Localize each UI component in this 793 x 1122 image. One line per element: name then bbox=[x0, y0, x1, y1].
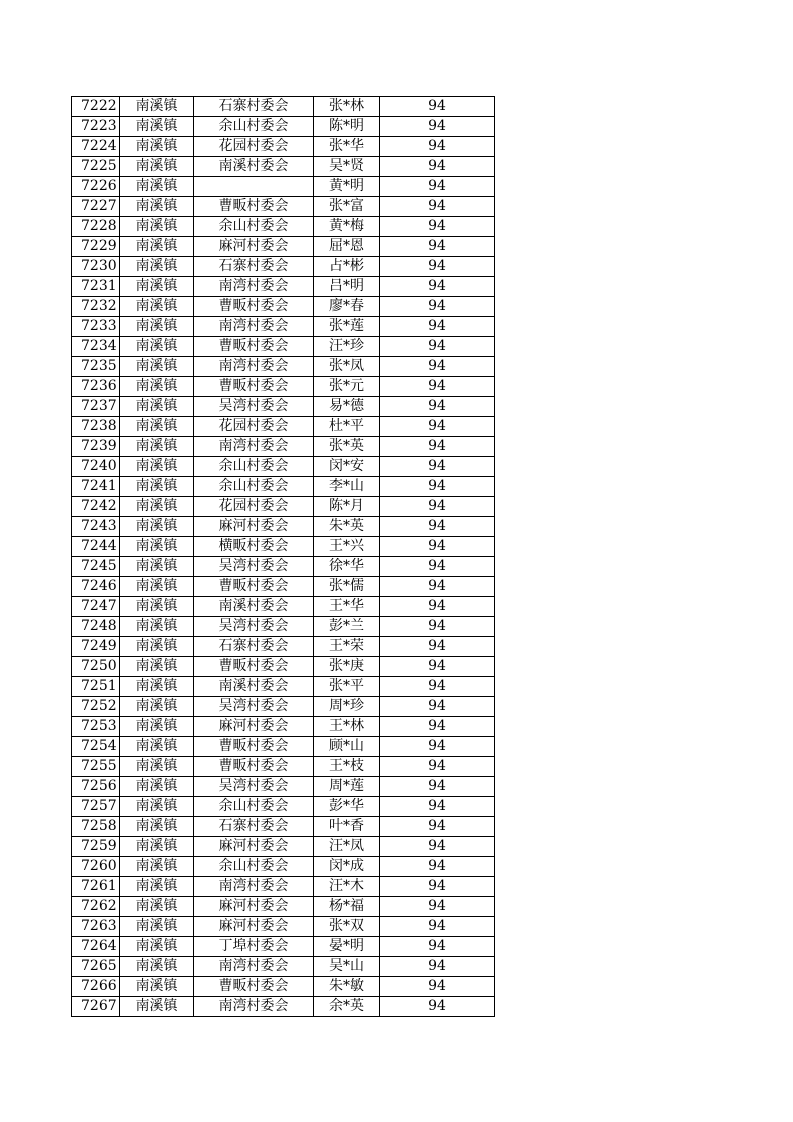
village-committee-cell: 吴湾村委会 bbox=[194, 397, 314, 417]
serial-number-cell: 7250 bbox=[72, 657, 120, 677]
village-committee-cell: 丁埠村委会 bbox=[194, 937, 314, 957]
name-cell: 陈*明 bbox=[314, 117, 380, 137]
town-cell: 南溪镇 bbox=[120, 577, 194, 597]
serial-number-cell: 7254 bbox=[72, 737, 120, 757]
score-cell: 94 bbox=[380, 437, 495, 457]
table-row bbox=[72, 557, 495, 577]
town-cell: 南溪镇 bbox=[120, 437, 194, 457]
score-cell: 94 bbox=[380, 837, 495, 857]
name-cell: 张*华 bbox=[314, 137, 380, 157]
table-row bbox=[72, 997, 495, 1017]
score-cell: 94 bbox=[380, 637, 495, 657]
name-cell: 周*珍 bbox=[314, 697, 380, 717]
village-committee-cell: 麻河村委会 bbox=[194, 897, 314, 917]
serial-number-cell: 7222 bbox=[72, 97, 120, 117]
village-committee-cell: 南溪村委会 bbox=[194, 597, 314, 617]
town-cell: 南溪镇 bbox=[120, 777, 194, 797]
town-cell: 南溪镇 bbox=[120, 397, 194, 417]
serial-number-cell: 7229 bbox=[72, 237, 120, 257]
town-cell: 南溪镇 bbox=[120, 897, 194, 917]
serial-number-cell: 7242 bbox=[72, 497, 120, 517]
score-cell: 94 bbox=[380, 957, 495, 977]
town-cell: 南溪镇 bbox=[120, 97, 194, 117]
table-row bbox=[72, 217, 495, 237]
table-row bbox=[72, 457, 495, 477]
score-cell: 94 bbox=[380, 517, 495, 537]
village-committee-cell: 南湾村委会 bbox=[194, 957, 314, 977]
village-committee-cell: 南湾村委会 bbox=[194, 277, 314, 297]
score-cell: 94 bbox=[380, 97, 495, 117]
serial-number-cell: 7256 bbox=[72, 777, 120, 797]
village-committee-cell: 曹畈村委会 bbox=[194, 337, 314, 357]
town-cell: 南溪镇 bbox=[120, 857, 194, 877]
score-cell: 94 bbox=[380, 117, 495, 137]
name-cell: 吴*山 bbox=[314, 957, 380, 977]
score-cell: 94 bbox=[380, 137, 495, 157]
name-cell: 周*莲 bbox=[314, 777, 380, 797]
table-row bbox=[72, 617, 495, 637]
name-cell: 彭*华 bbox=[314, 797, 380, 817]
name-cell: 张*林 bbox=[314, 97, 380, 117]
name-cell: 张*凤 bbox=[314, 357, 380, 377]
score-cell: 94 bbox=[380, 577, 495, 597]
table-row bbox=[72, 837, 495, 857]
score-cell: 94 bbox=[380, 857, 495, 877]
town-cell: 南溪镇 bbox=[120, 877, 194, 897]
serial-number-cell: 7253 bbox=[72, 717, 120, 737]
score-cell: 94 bbox=[380, 197, 495, 217]
town-cell: 南溪镇 bbox=[120, 717, 194, 737]
town-cell: 南溪镇 bbox=[120, 217, 194, 237]
score-cell: 94 bbox=[380, 757, 495, 777]
serial-number-cell: 7267 bbox=[72, 997, 120, 1017]
serial-number-cell: 7240 bbox=[72, 457, 120, 477]
town-cell: 南溪镇 bbox=[120, 357, 194, 377]
serial-number-cell: 7239 bbox=[72, 437, 120, 457]
serial-number-cell: 7249 bbox=[72, 637, 120, 657]
town-cell: 南溪镇 bbox=[120, 937, 194, 957]
score-cell: 94 bbox=[380, 657, 495, 677]
table-row bbox=[72, 797, 495, 817]
town-cell: 南溪镇 bbox=[120, 917, 194, 937]
village-committee-cell: 余山村委会 bbox=[194, 797, 314, 817]
town-cell: 南溪镇 bbox=[120, 817, 194, 837]
serial-number-cell: 7258 bbox=[72, 817, 120, 837]
serial-number-cell: 7255 bbox=[72, 757, 120, 777]
town-cell: 南溪镇 bbox=[120, 477, 194, 497]
village-committee-cell: 吴湾村委会 bbox=[194, 557, 314, 577]
name-cell: 张*庚 bbox=[314, 657, 380, 677]
score-cell: 94 bbox=[380, 997, 495, 1017]
serial-number-cell: 7262 bbox=[72, 897, 120, 917]
serial-number-cell: 7251 bbox=[72, 677, 120, 697]
town-cell: 南溪镇 bbox=[120, 497, 194, 517]
score-cell: 94 bbox=[380, 457, 495, 477]
serial-number-cell: 7243 bbox=[72, 517, 120, 537]
town-cell: 南溪镇 bbox=[120, 557, 194, 577]
name-cell: 汪*木 bbox=[314, 877, 380, 897]
town-cell: 南溪镇 bbox=[120, 537, 194, 557]
table-row bbox=[72, 857, 495, 877]
village-committee-cell: 麻河村委会 bbox=[194, 917, 314, 937]
serial-number-cell: 7247 bbox=[72, 597, 120, 617]
table-row bbox=[72, 777, 495, 797]
score-cell: 94 bbox=[380, 977, 495, 997]
name-cell: 张*英 bbox=[314, 437, 380, 457]
table-row bbox=[72, 697, 495, 717]
score-cell: 94 bbox=[380, 697, 495, 717]
town-cell: 南溪镇 bbox=[120, 417, 194, 437]
town-cell: 南溪镇 bbox=[120, 257, 194, 277]
name-cell: 汪*珍 bbox=[314, 337, 380, 357]
serial-number-cell: 7263 bbox=[72, 917, 120, 937]
village-committee-cell: 石寨村委会 bbox=[194, 97, 314, 117]
score-cell: 94 bbox=[380, 937, 495, 957]
score-cell: 94 bbox=[380, 597, 495, 617]
village-committee-cell: 曹畈村委会 bbox=[194, 657, 314, 677]
town-cell: 南溪镇 bbox=[120, 297, 194, 317]
table-row bbox=[72, 377, 495, 397]
name-cell: 王*荣 bbox=[314, 637, 380, 657]
town-cell: 南溪镇 bbox=[120, 637, 194, 657]
village-committee-cell: 曹畈村委会 bbox=[194, 577, 314, 597]
village-committee-cell: 南溪村委会 bbox=[194, 677, 314, 697]
name-cell: 李*山 bbox=[314, 477, 380, 497]
town-cell: 南溪镇 bbox=[120, 317, 194, 337]
village-committee-cell: 吴湾村委会 bbox=[194, 777, 314, 797]
score-cell: 94 bbox=[380, 277, 495, 297]
score-cell: 94 bbox=[380, 237, 495, 257]
table-row bbox=[72, 737, 495, 757]
serial-number-cell: 7265 bbox=[72, 957, 120, 977]
name-cell: 张*双 bbox=[314, 917, 380, 937]
score-cell: 94 bbox=[380, 177, 495, 197]
score-cell: 94 bbox=[380, 257, 495, 277]
serial-number-cell: 7245 bbox=[72, 557, 120, 577]
serial-number-cell: 7235 bbox=[72, 357, 120, 377]
village-committee-cell: 南湾村委会 bbox=[194, 317, 314, 337]
village-committee-cell: 南溪村委会 bbox=[194, 157, 314, 177]
village-committee-cell: 曹畈村委会 bbox=[194, 757, 314, 777]
serial-number-cell: 7227 bbox=[72, 197, 120, 217]
table-row bbox=[72, 477, 495, 497]
name-cell: 张*平 bbox=[314, 677, 380, 697]
score-cell: 94 bbox=[380, 157, 495, 177]
name-cell: 闵*安 bbox=[314, 457, 380, 477]
town-cell: 南溪镇 bbox=[120, 157, 194, 177]
data-table bbox=[71, 96, 495, 1017]
score-cell: 94 bbox=[380, 797, 495, 817]
name-cell: 王*兴 bbox=[314, 537, 380, 557]
serial-number-cell: 7241 bbox=[72, 477, 120, 497]
table-row bbox=[72, 177, 495, 197]
town-cell: 南溪镇 bbox=[120, 517, 194, 537]
serial-number-cell: 7252 bbox=[72, 697, 120, 717]
serial-number-cell: 7248 bbox=[72, 617, 120, 637]
village-committee-cell: 吴湾村委会 bbox=[194, 617, 314, 637]
village-committee-cell: 南湾村委会 bbox=[194, 357, 314, 377]
name-cell: 杜*平 bbox=[314, 417, 380, 437]
score-cell: 94 bbox=[380, 897, 495, 917]
serial-number-cell: 7266 bbox=[72, 977, 120, 997]
serial-number-cell: 7236 bbox=[72, 377, 120, 397]
score-cell: 94 bbox=[380, 617, 495, 637]
name-cell: 徐*华 bbox=[314, 557, 380, 577]
serial-number-cell: 7244 bbox=[72, 537, 120, 557]
table-row bbox=[72, 297, 495, 317]
serial-number-cell: 7257 bbox=[72, 797, 120, 817]
town-cell: 南溪镇 bbox=[120, 837, 194, 857]
score-cell: 94 bbox=[380, 537, 495, 557]
serial-number-cell: 7261 bbox=[72, 877, 120, 897]
town-cell: 南溪镇 bbox=[120, 757, 194, 777]
town-cell: 南溪镇 bbox=[120, 457, 194, 477]
name-cell: 朱*敏 bbox=[314, 977, 380, 997]
table-row bbox=[72, 917, 495, 937]
table-row bbox=[72, 517, 495, 537]
table-row bbox=[72, 677, 495, 697]
table-row bbox=[72, 137, 495, 157]
town-cell: 南溪镇 bbox=[120, 617, 194, 637]
table-row bbox=[72, 957, 495, 977]
table-row bbox=[72, 897, 495, 917]
table-row bbox=[72, 257, 495, 277]
serial-number-cell: 7260 bbox=[72, 857, 120, 877]
serial-number-cell: 7264 bbox=[72, 937, 120, 957]
name-cell: 廖*春 bbox=[314, 297, 380, 317]
table-row bbox=[72, 657, 495, 677]
serial-number-cell: 7233 bbox=[72, 317, 120, 337]
name-cell: 汪*凤 bbox=[314, 837, 380, 857]
town-cell: 南溪镇 bbox=[120, 117, 194, 137]
village-committee-cell: 花园村委会 bbox=[194, 497, 314, 517]
village-committee-cell: 曹畈村委会 bbox=[194, 297, 314, 317]
score-cell: 94 bbox=[380, 317, 495, 337]
village-committee-cell: 余山村委会 bbox=[194, 217, 314, 237]
name-cell: 吕*明 bbox=[314, 277, 380, 297]
name-cell: 王*林 bbox=[314, 717, 380, 737]
name-cell: 张*富 bbox=[314, 197, 380, 217]
table-row bbox=[72, 757, 495, 777]
serial-number-cell: 7237 bbox=[72, 397, 120, 417]
town-cell: 南溪镇 bbox=[120, 657, 194, 677]
table-row bbox=[72, 577, 495, 597]
name-cell: 张*莲 bbox=[314, 317, 380, 337]
town-cell: 南溪镇 bbox=[120, 797, 194, 817]
village-committee-cell: 横畈村委会 bbox=[194, 537, 314, 557]
name-cell: 朱*英 bbox=[314, 517, 380, 537]
score-cell: 94 bbox=[380, 297, 495, 317]
table-row bbox=[72, 937, 495, 957]
village-committee-cell: 曹畈村委会 bbox=[194, 737, 314, 757]
score-cell: 94 bbox=[380, 337, 495, 357]
village-committee-cell: 麻河村委会 bbox=[194, 517, 314, 537]
score-cell: 94 bbox=[380, 877, 495, 897]
score-cell: 94 bbox=[380, 917, 495, 937]
town-cell: 南溪镇 bbox=[120, 597, 194, 617]
name-cell: 屈*恩 bbox=[314, 237, 380, 257]
name-cell: 黄*梅 bbox=[314, 217, 380, 237]
name-cell: 顾*山 bbox=[314, 737, 380, 757]
village-committee-cell: 石寨村委会 bbox=[194, 257, 314, 277]
name-cell: 黄*明 bbox=[314, 177, 380, 197]
town-cell: 南溪镇 bbox=[120, 377, 194, 397]
table-row bbox=[72, 97, 495, 117]
town-cell: 南溪镇 bbox=[120, 737, 194, 757]
serial-number-cell: 7246 bbox=[72, 577, 120, 597]
table-body bbox=[72, 97, 495, 1017]
town-cell: 南溪镇 bbox=[120, 997, 194, 1017]
village-committee-cell: 余山村委会 bbox=[194, 477, 314, 497]
village-committee-cell: 花园村委会 bbox=[194, 137, 314, 157]
town-cell: 南溪镇 bbox=[120, 697, 194, 717]
serial-number-cell: 7224 bbox=[72, 137, 120, 157]
name-cell: 张*儒 bbox=[314, 577, 380, 597]
score-cell: 94 bbox=[380, 477, 495, 497]
table-row bbox=[72, 277, 495, 297]
table-row bbox=[72, 437, 495, 457]
table-row bbox=[72, 537, 495, 557]
table-row bbox=[72, 237, 495, 257]
score-cell: 94 bbox=[380, 357, 495, 377]
village-committee-cell bbox=[194, 177, 314, 197]
name-cell: 张*元 bbox=[314, 377, 380, 397]
village-committee-cell: 曹畈村委会 bbox=[194, 377, 314, 397]
table-row bbox=[72, 977, 495, 997]
table-row bbox=[72, 497, 495, 517]
name-cell: 王*华 bbox=[314, 597, 380, 617]
town-cell: 南溪镇 bbox=[120, 977, 194, 997]
score-cell: 94 bbox=[380, 497, 495, 517]
village-committee-cell: 南湾村委会 bbox=[194, 997, 314, 1017]
score-cell: 94 bbox=[380, 777, 495, 797]
table-row bbox=[72, 397, 495, 417]
village-committee-cell: 曹畈村委会 bbox=[194, 977, 314, 997]
village-committee-cell: 吴湾村委会 bbox=[194, 697, 314, 717]
name-cell: 占*彬 bbox=[314, 257, 380, 277]
village-committee-cell: 石寨村委会 bbox=[194, 637, 314, 657]
name-cell: 王*枝 bbox=[314, 757, 380, 777]
town-cell: 南溪镇 bbox=[120, 957, 194, 977]
village-committee-cell: 南湾村委会 bbox=[194, 877, 314, 897]
name-cell: 闵*成 bbox=[314, 857, 380, 877]
town-cell: 南溪镇 bbox=[120, 137, 194, 157]
village-committee-cell: 麻河村委会 bbox=[194, 237, 314, 257]
serial-number-cell: 7223 bbox=[72, 117, 120, 137]
village-committee-cell: 花园村委会 bbox=[194, 417, 314, 437]
score-cell: 94 bbox=[380, 397, 495, 417]
village-committee-cell: 余山村委会 bbox=[194, 457, 314, 477]
table-row bbox=[72, 357, 495, 377]
serial-number-cell: 7238 bbox=[72, 417, 120, 437]
score-cell: 94 bbox=[380, 557, 495, 577]
name-cell: 陈*月 bbox=[314, 497, 380, 517]
table-row bbox=[72, 337, 495, 357]
table-row bbox=[72, 637, 495, 657]
serial-number-cell: 7232 bbox=[72, 297, 120, 317]
name-cell: 彭*兰 bbox=[314, 617, 380, 637]
serial-number-cell: 7225 bbox=[72, 157, 120, 177]
serial-number-cell: 7226 bbox=[72, 177, 120, 197]
table-row bbox=[72, 317, 495, 337]
town-cell: 南溪镇 bbox=[120, 337, 194, 357]
town-cell: 南溪镇 bbox=[120, 677, 194, 697]
table-row bbox=[72, 717, 495, 737]
score-cell: 94 bbox=[380, 717, 495, 737]
town-cell: 南溪镇 bbox=[120, 197, 194, 217]
name-cell: 杨*福 bbox=[314, 897, 380, 917]
name-cell: 易*德 bbox=[314, 397, 380, 417]
table-row bbox=[72, 817, 495, 837]
town-cell: 南溪镇 bbox=[120, 237, 194, 257]
village-committee-cell: 曹畈村委会 bbox=[194, 197, 314, 217]
name-cell: 叶*香 bbox=[314, 817, 380, 837]
table-row bbox=[72, 417, 495, 437]
serial-number-cell: 7259 bbox=[72, 837, 120, 857]
town-cell: 南溪镇 bbox=[120, 277, 194, 297]
serial-number-cell: 7228 bbox=[72, 217, 120, 237]
score-cell: 94 bbox=[380, 737, 495, 757]
village-committee-cell: 余山村委会 bbox=[194, 857, 314, 877]
serial-number-cell: 7230 bbox=[72, 257, 120, 277]
score-cell: 94 bbox=[380, 217, 495, 237]
village-committee-cell: 余山村委会 bbox=[194, 117, 314, 137]
village-committee-cell: 麻河村委会 bbox=[194, 837, 314, 857]
name-cell: 余*英 bbox=[314, 997, 380, 1017]
table-row bbox=[72, 117, 495, 137]
score-cell: 94 bbox=[380, 377, 495, 397]
village-committee-cell: 南湾村委会 bbox=[194, 437, 314, 457]
score-cell: 94 bbox=[380, 817, 495, 837]
serial-number-cell: 7231 bbox=[72, 277, 120, 297]
table-row bbox=[72, 597, 495, 617]
serial-number-cell: 7234 bbox=[72, 337, 120, 357]
table-row bbox=[72, 197, 495, 217]
score-cell: 94 bbox=[380, 417, 495, 437]
name-cell: 晏*明 bbox=[314, 937, 380, 957]
village-committee-cell: 石寨村委会 bbox=[194, 817, 314, 837]
table-row bbox=[72, 877, 495, 897]
name-cell: 吴*贤 bbox=[314, 157, 380, 177]
town-cell: 南溪镇 bbox=[120, 177, 194, 197]
table-row bbox=[72, 157, 495, 177]
village-committee-cell: 麻河村委会 bbox=[194, 717, 314, 737]
score-cell: 94 bbox=[380, 677, 495, 697]
